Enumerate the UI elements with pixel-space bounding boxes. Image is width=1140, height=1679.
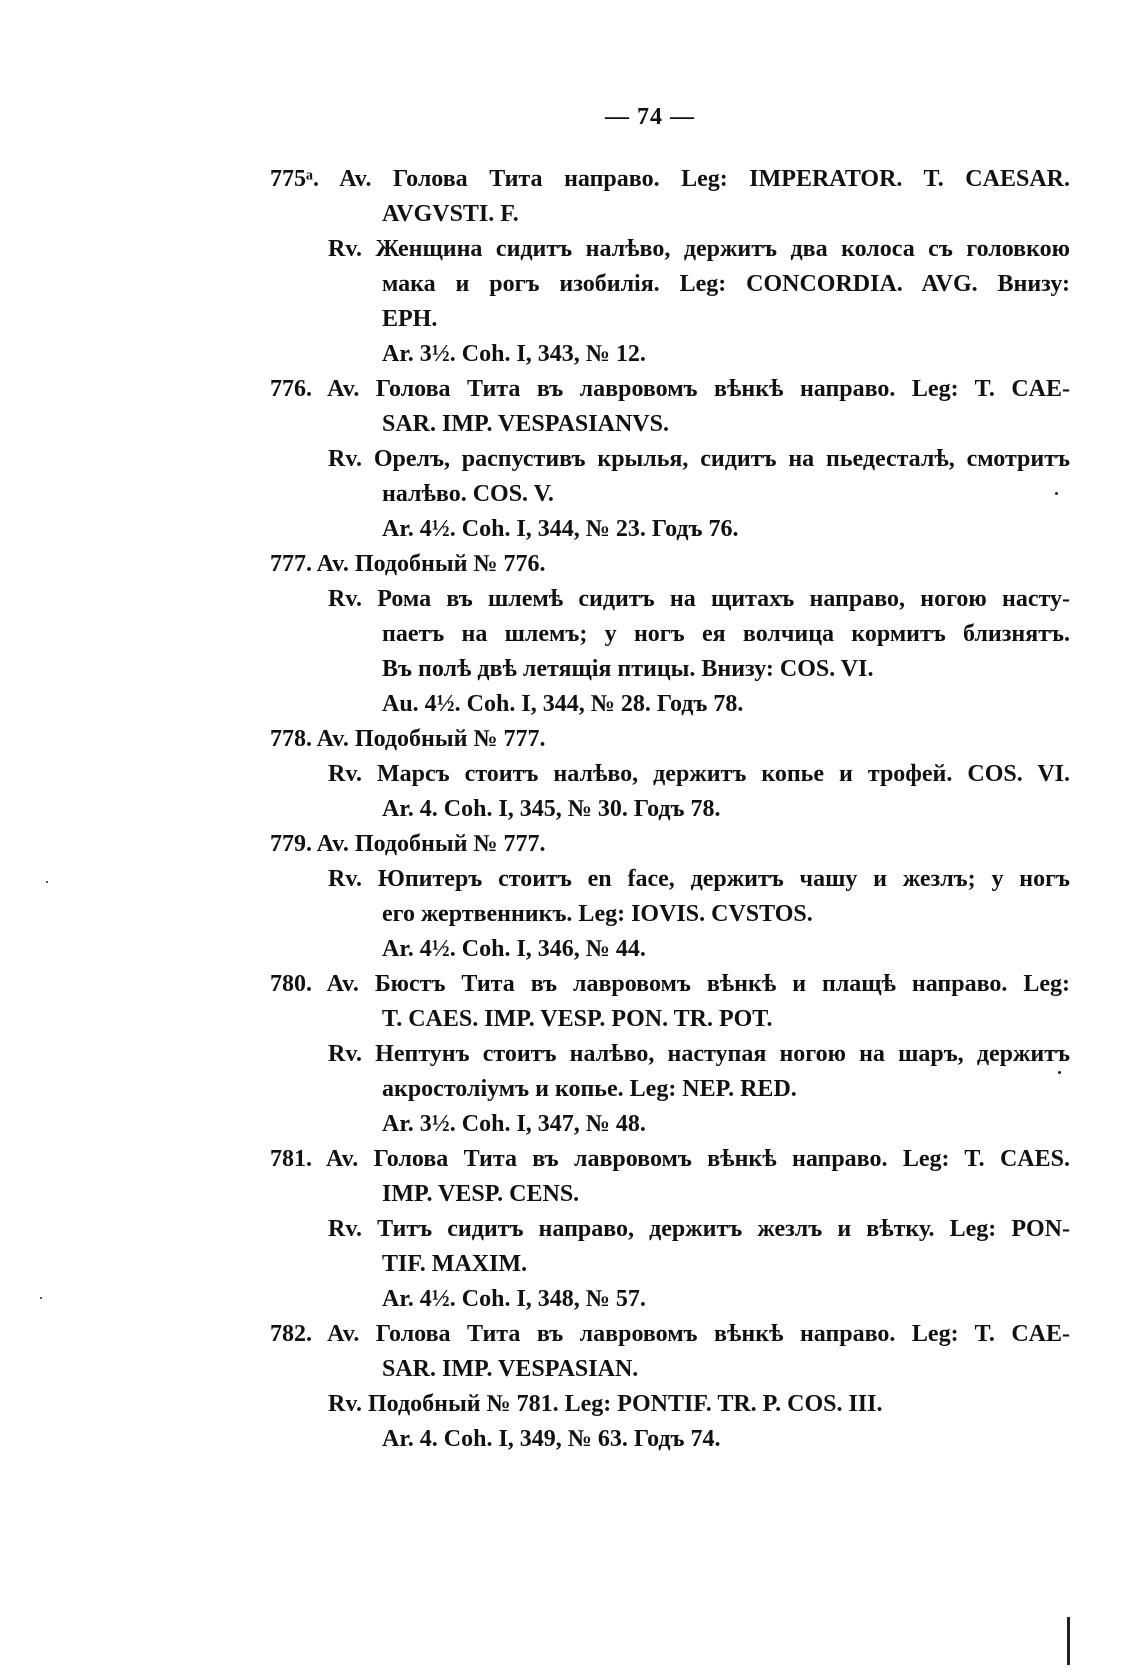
scan-speck — [46, 881, 48, 883]
entry-line: мака и рогъ изобилія. Leg: CONCORDIA. AVG. Внизу: — [382, 271, 1070, 297]
entry-line: SAR. IMP. VESPASIAN. — [382, 1356, 639, 1382]
entry-line: его жертвенникъ. Leg: IOVIS. CVSTOS. — [382, 901, 813, 927]
entry-line: Rv. Марсъ стоитъ налѣво, держитъ копье и трофей. COS. VI. — [328, 761, 1070, 787]
entry-line: Ar. 3½. Coh. I, 343, № 12. — [382, 341, 646, 367]
entry-line: 775ᵃ. Av. Голова Тита направо. Leg: IMPERATOR. T. CAESAR. — [270, 166, 1070, 192]
scan-speck — [40, 1297, 42, 1299]
entry-line: Въ полѣ двѣ летящія птицы. Внизу: COS. VI. — [382, 656, 874, 682]
entry-line: Rv. Женщина сидитъ налѣво, держитъ два колоса съ головкою — [328, 236, 1070, 262]
scan-speck — [1058, 1071, 1061, 1074]
entry-line: налѣво. COS. V. — [382, 481, 554, 507]
entry-775a — [270, 162, 1070, 372]
entry-line: Ar. 4½. Coh. I, 348, № 57. — [382, 1286, 646, 1312]
entry-line: Ar. 4. Coh. I, 349, № 63. Годъ 74. — [382, 1426, 721, 1452]
entry-line: TIF. MAXIM. — [382, 1251, 528, 1277]
entry-line: акростоліумъ и копье. Leg: NEP. RED. — [382, 1076, 797, 1102]
entry-line: IMP. VESP. CENS. — [382, 1181, 580, 1207]
entry-line: EPH. — [382, 306, 438, 332]
entry-line: Rv. Юпитеръ стоитъ en face, держитъ чашу и жезлъ; у ногъ — [328, 866, 1070, 892]
entry-779 — [270, 827, 1070, 967]
entry-line: T. CAES. IMP. VESP. PON. TR. POT. — [382, 1006, 773, 1032]
scan-speck — [1055, 492, 1058, 495]
entry-line: 782. Av. Голова Тита въ лавровомъ вѣнкѣ направо. Leg: T. CAE- — [270, 1321, 1070, 1347]
entry-line: Ar. 4. Coh. I, 345, № 30. Годъ 78. — [382, 796, 721, 822]
entry-777 — [270, 547, 1070, 722]
entry-line: Rv. Нептунъ стоитъ налѣво, наступая ногою на шаръ, держитъ — [328, 1041, 1070, 1067]
entry-line: Rv. Титъ сидитъ направо, держитъ жезлъ и вѣтку. Leg: PON- — [328, 1216, 1070, 1242]
entry-line: Rv. Рома въ шлемѣ сидитъ на щитахъ направо, ногою насту- — [328, 586, 1070, 612]
entry-line: 778. Av. Подобный № 777. — [270, 726, 546, 752]
entry-780 — [270, 967, 1070, 1142]
entry-line: 780. Av. Бюстъ Тита въ лавровомъ вѣнкѣ и плащѣ направо. Leg: — [270, 971, 1070, 997]
entry-line: Rv. Подобный № 781. Leg: PONTIF. TR. P. COS. III. — [328, 1391, 883, 1417]
entry-line: паетъ на шлемъ; у ногъ ея волчица кормитъ близнятъ. — [382, 621, 1070, 647]
page-number: — 74 — — [605, 104, 695, 130]
catalogue-entries — [270, 162, 1070, 1457]
entry-line: Au. 4½. Coh. I, 344, № 28. Годъ 78. — [382, 691, 744, 717]
entry-778 — [270, 722, 1070, 827]
entry-781 — [270, 1142, 1070, 1317]
entry-line: Ar. 4½. Coh. I, 344, № 23. Годъ 76. — [382, 516, 739, 542]
entry-line: 781. Av. Голова Тита въ лавровомъ вѣнкѣ направо. Leg: T. CAES. — [270, 1146, 1070, 1172]
scan-edge-mark — [1067, 1617, 1070, 1665]
entry-776 — [270, 372, 1070, 547]
entry-line: Rv. Орелъ, распустивъ крылья, сидитъ на пьедесталѣ, смотритъ — [328, 446, 1070, 472]
entry-line: Ar. 4½. Coh. I, 346, № 44. — [382, 936, 646, 962]
entry-line: 779. Av. Подобный № 777. — [270, 831, 546, 857]
entry-line: AVGVSTI. F. — [382, 201, 519, 227]
entry-line: Ar. 3½. Coh. I, 347, № 48. — [382, 1111, 646, 1137]
entry-line: SAR. IMP. VESPASIANVS. — [382, 411, 669, 437]
entry-line: 777. Av. Подобный № 776. — [270, 551, 546, 577]
entry-line: 776. Av. Голова Тита въ лавровомъ вѣнкѣ направо. Leg: T. CAE- — [270, 376, 1070, 402]
entry-782 — [270, 1317, 1070, 1457]
